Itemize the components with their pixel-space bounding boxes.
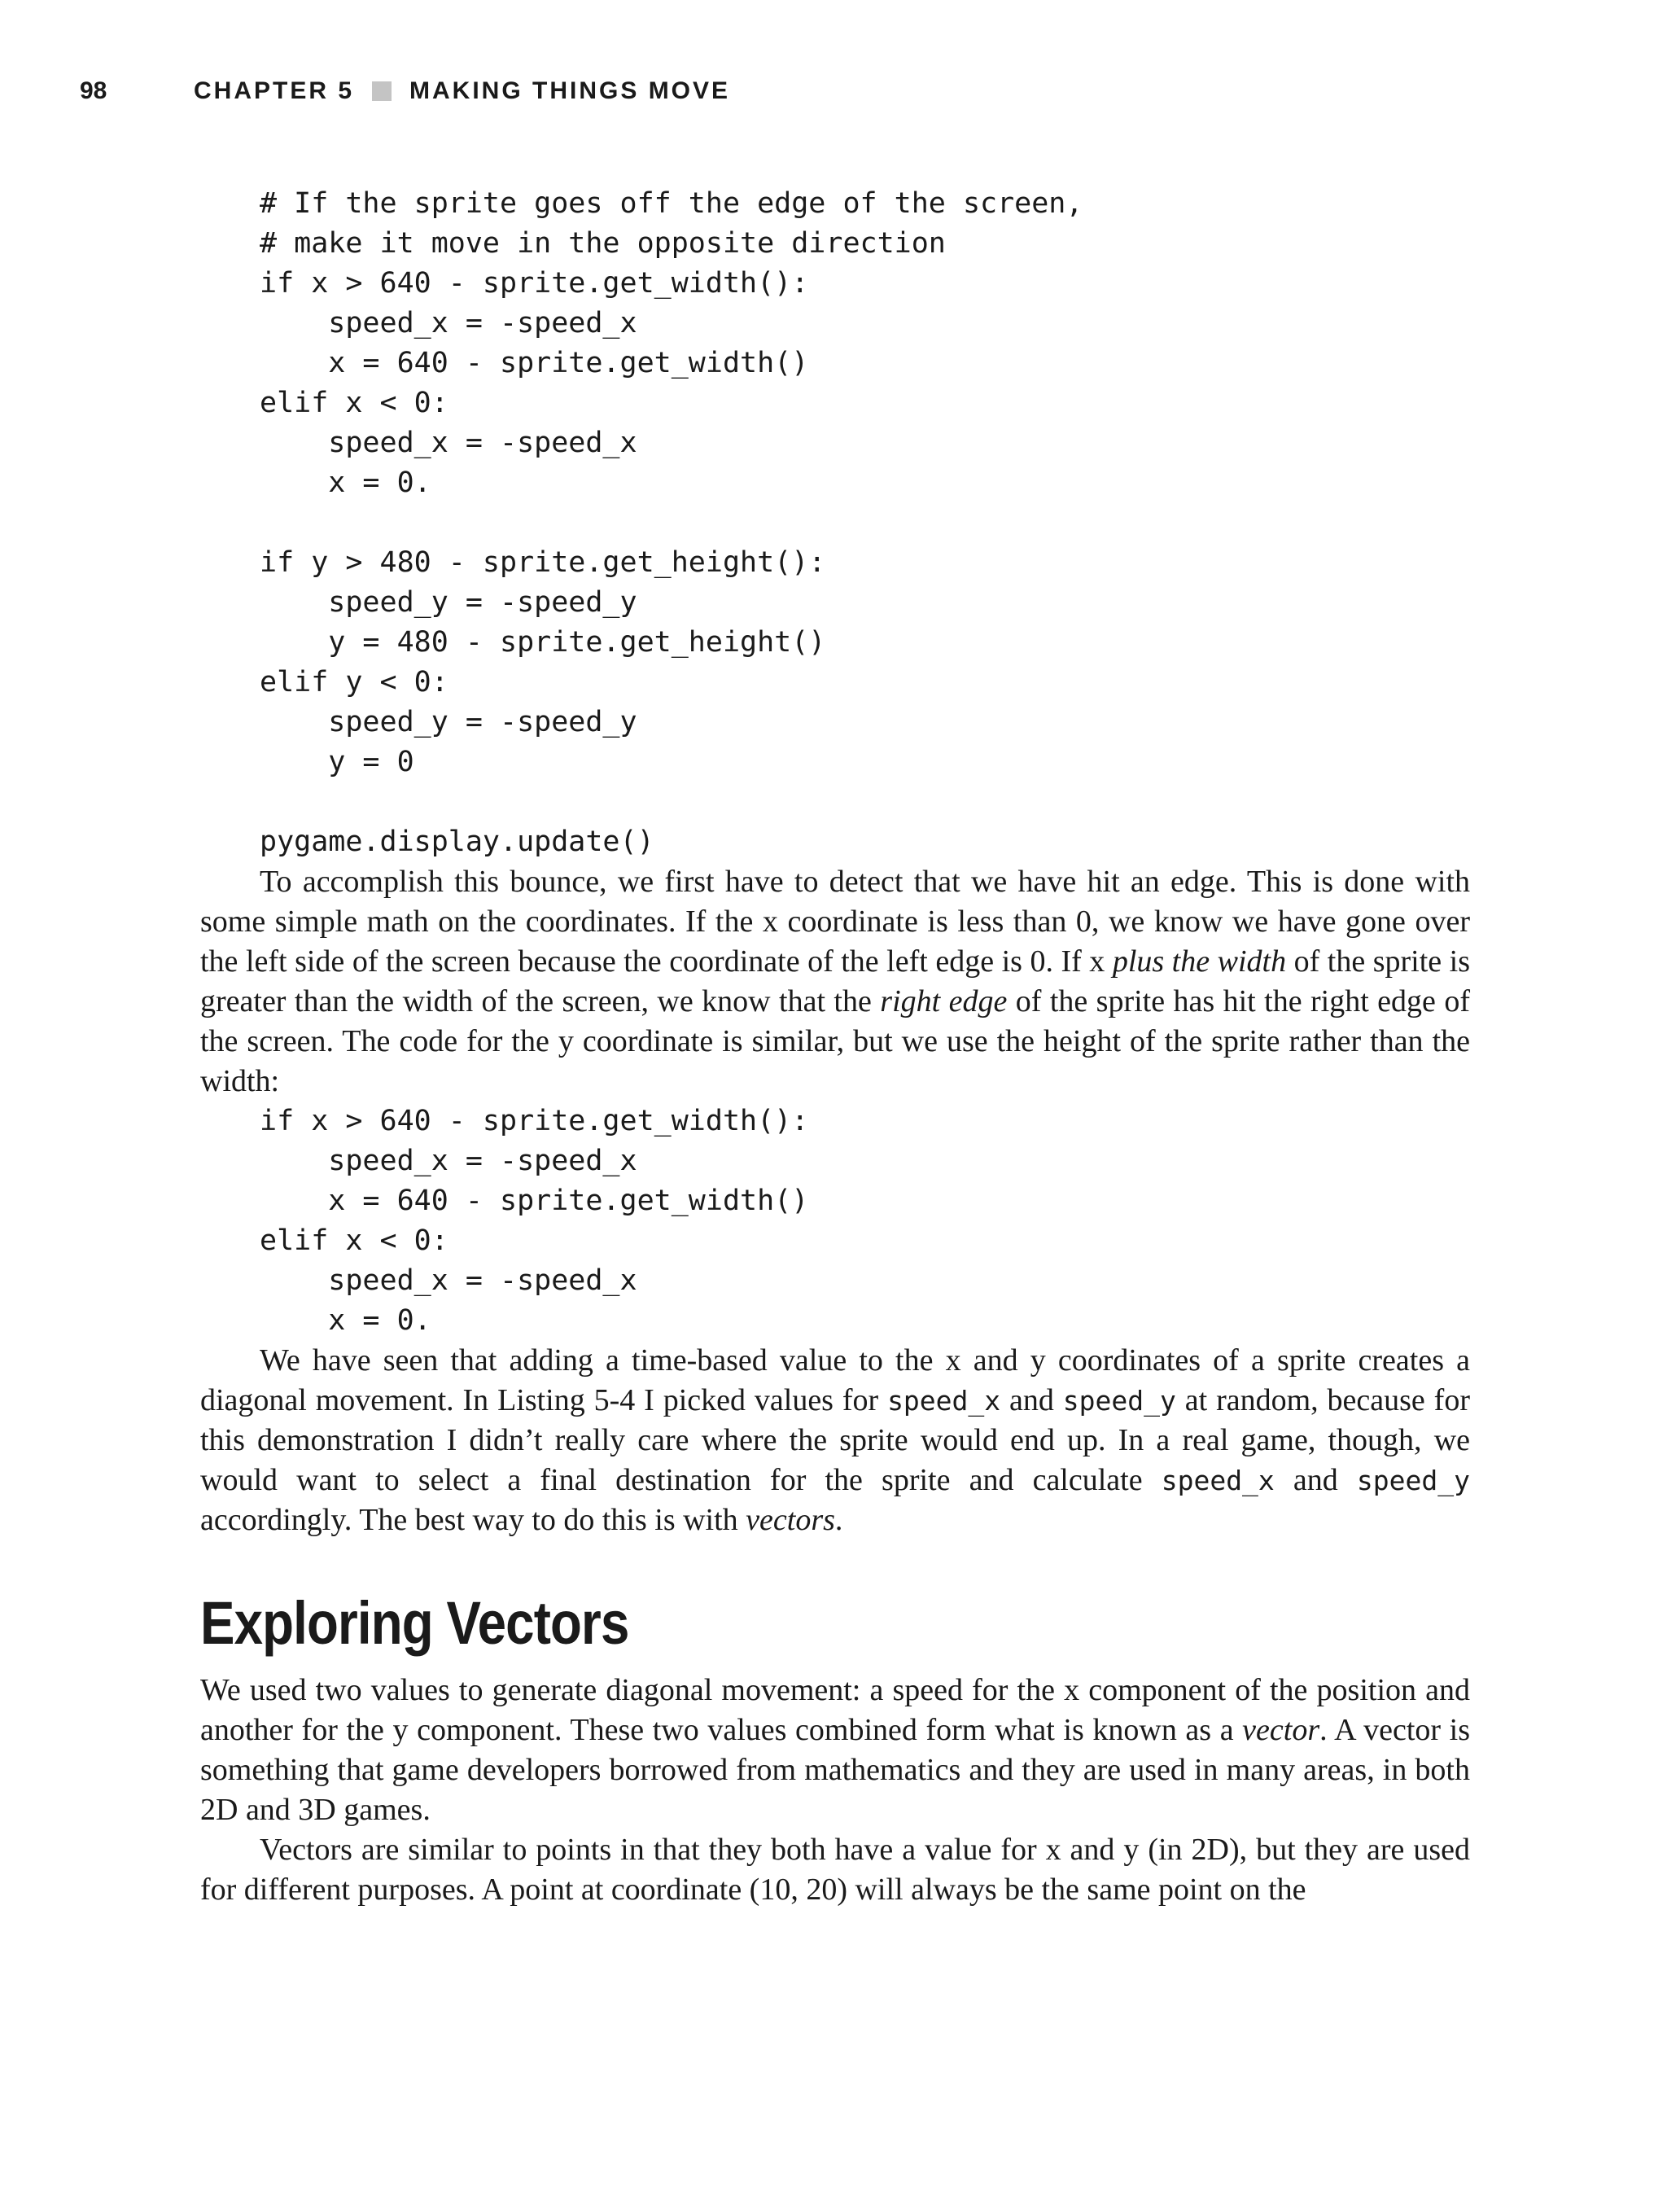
text-run: and: [1274, 1463, 1357, 1497]
page-body: [200, 184, 1470, 1910]
chapter-title: MAKING THINGS MOVE: [409, 77, 731, 104]
text-run: of the sprite has hit the right edge of the screen. The code for the y coordinate is similar, but we use the height of the sprite rather than the width:: [200, 984, 1470, 1098]
square-separator-icon: [372, 81, 392, 101]
inline-code: speed_y: [1356, 1465, 1470, 1496]
text-run: of the sprite is greater than the width of the screen, we know that the: [200, 944, 1470, 1018]
inline-code: speed_y: [1062, 1385, 1176, 1417]
emphasis-text: plus the width: [1112, 944, 1287, 979]
code-listing-bounce: # If the sprite goes off the edge of the screen, # make it move in the opposite direction if x > 640 - sprite.get_width(): speed_x = -speed_x x = 640 - sprite.get_width() elif x < 0: speed_x = -speed_x x = 0. if y > 480 - sprite.get_height(): speed_y = -speed_y y = 480 - sprite.get_height() elif y < 0: speed_y = -speed_y y = 0 pygame.display.update(): [260, 187, 1083, 858]
text-run: . A vector is something that game developers borrowed from mathematics and they are used in many areas, in both 2D and 3D games.: [200, 1713, 1470, 1827]
chapter-label: CHAPTER 5: [194, 77, 355, 104]
text-run: and: [1000, 1383, 1063, 1417]
section-heading: Exploring Vectors: [200, 1589, 629, 1657]
inline-code: speed_x: [1161, 1465, 1275, 1496]
text-run: at random, because for this demonstration I didn’t really care where the sprite would end up. In a real game, though, we would want to select a final destination for the sprite and calculate: [200, 1383, 1470, 1497]
text-run: We used two values to generate diagonal movement: a speed for the x component of the position and another for the y component. These two values combined form what is known as a: [200, 1673, 1470, 1747]
page-number: 98: [80, 77, 107, 104]
text-run: .: [834, 1503, 843, 1537]
code-listing-bounce-x: if x > 640 - sprite.get_width(): speed_x = -speed_x x = 640 - sprite.get_width() elif x < 0: speed_x = -speed_x x = 0.: [260, 1105, 809, 1337]
emphasis-text: right edge: [880, 984, 1008, 1018]
paragraph-diagonal-movement: [200, 1341, 1470, 1540]
paragraph-bounce-explanation: [200, 862, 1470, 1102]
inline-code: speed_x: [887, 1385, 1001, 1417]
text-run: accordingly. The best way to do this is with: [200, 1503, 746, 1537]
emphasis-text: vector: [1242, 1713, 1320, 1747]
paragraph-vector-intro: [200, 1671, 1470, 1830]
text-run: We have seen that adding a time-based value to the x and y coordinates of a sprite creates a diagonal movement. In Listing 5-4 I picked values for: [200, 1343, 1470, 1417]
text-run: To accomplish this bounce, we first have to detect that we have hit an edge. This is done with some simple math on the coordinates. If the x coordinate is less than 0, we know we have gone over the left side of the screen because the coordinate of the left edge is 0. If x: [200, 865, 1470, 979]
emphasis-text: vectors: [746, 1503, 835, 1537]
text-run: Vectors are similar to points in that they both have a value for x and y (in 2D), but they are used for different purposes. A point at coordinate (10, 20) will always be the same point on the: [200, 1833, 1470, 1907]
paragraph-vectors-vs-points: [200, 1830, 1470, 1910]
running-head: [80, 75, 730, 107]
